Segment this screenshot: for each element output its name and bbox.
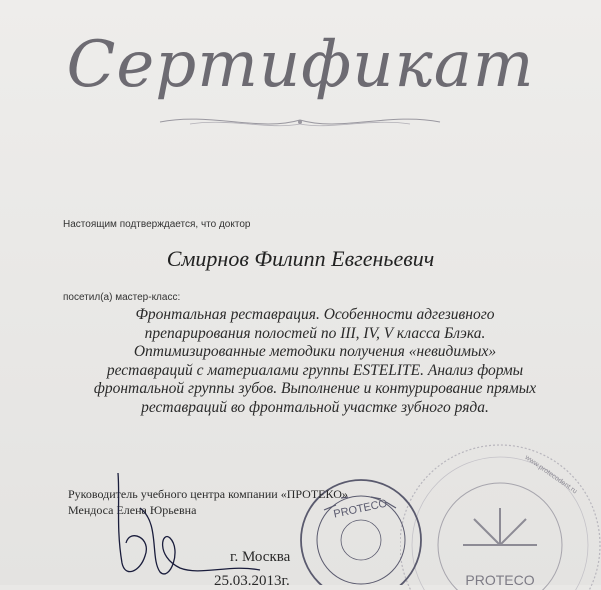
course-line: Оптимизированные методики получения «невидимых»	[133, 343, 497, 360]
course-line: Фронтальная реставрация. Особенности адгезивного	[135, 306, 495, 323]
round-stamp-url: www.protecodent.ru	[523, 454, 579, 496]
certificate-title: Сертификат	[66, 28, 535, 102]
title-ornament	[150, 108, 450, 138]
director-title: Руководитель учебного центра компании «ПРОТЕКО»	[68, 487, 348, 501]
intro-text: Настоящим подтверждается, что доктор	[63, 219, 251, 230]
seal-text: PROTECO	[332, 497, 389, 521]
attended-label: посетил(а) мастер-класс:	[63, 292, 181, 303]
course-line: фронтальной группы зубов. Выполнение и контурирование прямых	[93, 380, 537, 397]
course-description	[60, 306, 570, 417]
city-text: г. Москва	[230, 549, 291, 565]
director-signature	[100, 468, 270, 585]
course-line: реставраций с материалами группы ESTELITE. Анализ формы	[106, 361, 524, 379]
director-name: Мендоса Елена Юрьевна	[68, 503, 197, 517]
date-text: 25.03.2013г.	[214, 573, 290, 589]
course-line: препарирования полостей по III, IV, V класса Блэка.	[144, 324, 486, 342]
round-stamp	[400, 440, 601, 590]
course-line: реставраций во фронтальной участке зубного ряда.	[141, 398, 489, 416]
round-stamp-logo: PROTECO	[465, 572, 535, 588]
recipient-name: Смирнов Филипп Евгеньевич	[166, 246, 435, 271]
